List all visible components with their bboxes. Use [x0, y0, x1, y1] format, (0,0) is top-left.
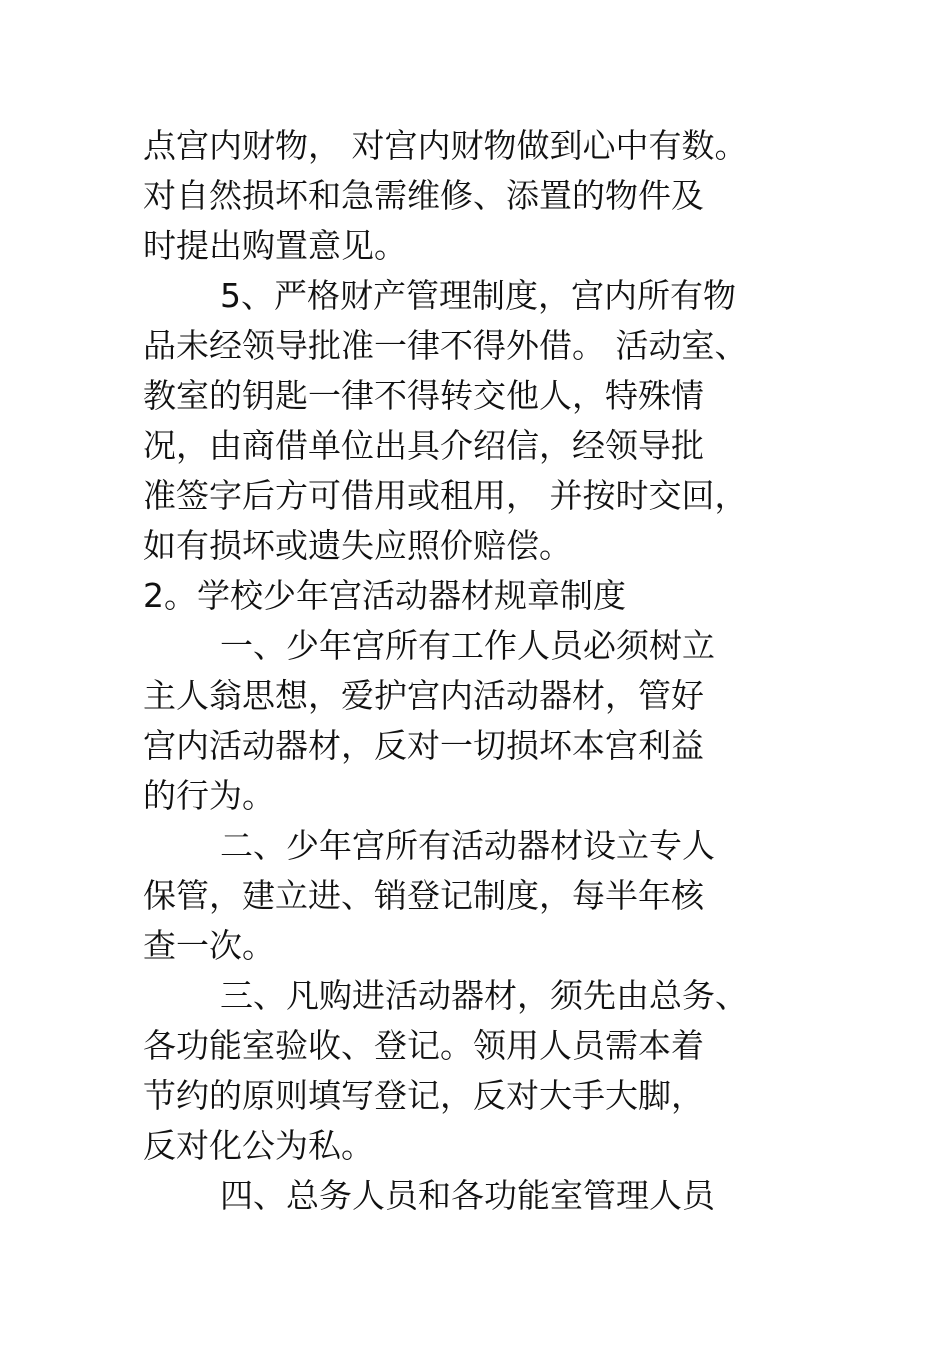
text-line: 点宫内财物， 对宫内财物做到心中有数。 — [143, 126, 748, 165]
text-line: 节约的原则填写登记，反对大手大脚， — [143, 1076, 704, 1115]
paragraph-start-line: 5、严格财产管理制度，宫内所有物 — [220, 276, 736, 315]
text-line: 查一次。 — [143, 926, 275, 965]
text-line: 宫内活动器材，反对一切损坏本宫利益 — [143, 726, 704, 765]
paragraph-start-line: 一、少年宫所有工作人员必须树立 — [220, 626, 715, 665]
text-line: 反对化公为私。 — [143, 1126, 374, 1165]
text-line: 主人翁思想，爱护宫内活动器材，管好 — [143, 676, 704, 715]
paragraph-start-line: 二、少年宫所有活动器材设立专人 — [220, 826, 715, 865]
text-line: 教室的钥匙一律不得转交他人，特殊情 — [143, 376, 704, 415]
section-heading: 2。学校少年宫活动器材规章制度 — [143, 576, 626, 615]
text-line: 保管，建立进、销登记制度，每半年核 — [143, 876, 704, 915]
text-line: 准签字后方可借用或租用， 并按时交回， — [143, 476, 748, 515]
paragraph-start-line: 三、凡购进活动器材，须先由总务、 — [220, 976, 748, 1015]
paragraph-start-line: 四、总务人员和各功能室管理人员 — [220, 1176, 715, 1215]
text-line: 各功能室验收、登记。领用人员需本着 — [143, 1026, 704, 1065]
text-line: 况，由商借单位出具介绍信，经领导批 — [143, 426, 704, 465]
text-line: 的行为。 — [143, 776, 275, 815]
text-line: 时提出购置意见。 — [143, 226, 407, 265]
text-line: 如有损坏或遗失应照价赔偿。 — [143, 526, 572, 565]
text-line: 对自然损坏和急需维修、添置的物件及 — [143, 176, 704, 215]
text-line: 品未经领导批准一律不得外借。 活动室、 — [143, 326, 748, 365]
